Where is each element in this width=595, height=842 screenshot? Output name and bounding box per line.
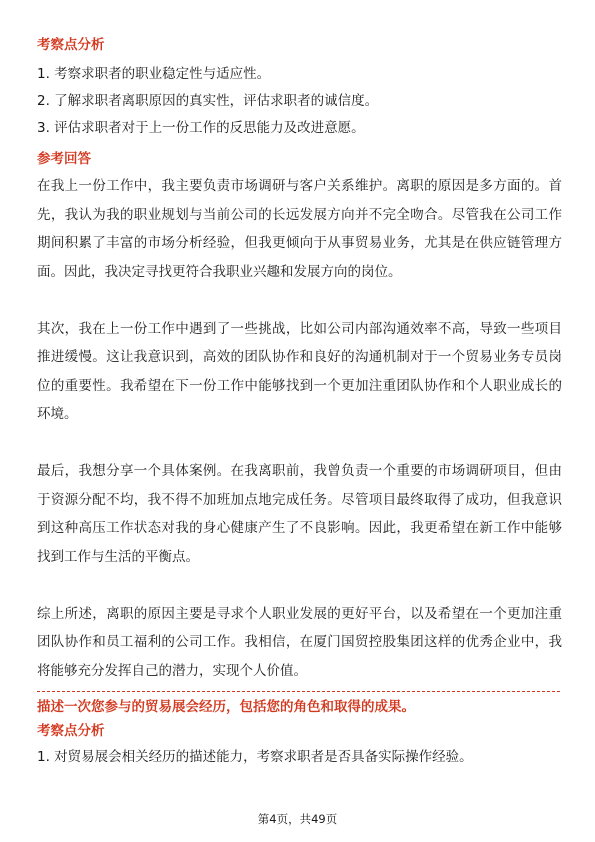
page-footer: 第4页，共49页: [257, 812, 338, 826]
analysis-heading: 考察点分析: [37, 37, 105, 53]
answer-paragraph-4: 综上所述，离职的原因主要是寻求个人职业发展的更好平台，以及希望在一个更加注重团队协作和员工福利的公司工作。我相信，在厦门国贸控股集团这样的优秀企业中，我将能够充分发挥自己的潜力，实现个人价值。: [37, 605, 562, 679]
reference-answer-heading: 参考回答: [37, 151, 91, 167]
question-divider: [37, 691, 560, 692]
reference-answer-body: [37, 172, 562, 685]
analysis-item-1: 1. 考察求职者的职业稳定性与适应性。: [37, 66, 271, 82]
answer-paragraph-1: 在我上一份工作中，我主要负责市场调研与客户关系维护。离职的原因是多方面的。首先，我认为我的职业规划与当前公司的长远发展方向并不完全吻合。尽管我在公司工作期间积累了丰富的市场分析经验，但我更倾向于从事贸易业务，尤其是在供应链管理方面。因此，我决定寻找更符合我职业兴趣和发展方向的岗位。: [37, 178, 562, 280]
answer-paragraph-3: 最后，我想分享一个具体案例。在我离职前，我曾负责一个重要的市场调研项目，但由于资源分配不均，我不得不加班加点地完成任务。尽管项目最终取得了成功，但我意识到这种高压工作状态对我的身心健康产生了不良影响。因此，我更希望在新工作中能够找到工作与生活的平衡点。: [37, 463, 562, 565]
interview-question: 描述一次您参与的贸易展会经历，包括您的角色和取得的成果。: [37, 699, 415, 715]
analysis-item-2: 2. 了解求职者离职原因的真实性，评估求职者的诚信度。: [37, 93, 379, 109]
analysis-item-3: 3. 评估求职者对于上一份工作的反思能力及改进意愿。: [37, 120, 365, 136]
page-content: [37, 34, 562, 771]
analysis-list-2: [37, 744, 562, 771]
answer-paragraph-2: 其次，我在上一份工作中遇到了一些挑战，比如公司内部沟通效率不高，导致一些项目推进缓慢。这让我意识到，高效的团队协作和良好的沟通机制对于一个贸易业务专员岗位的重要性。我希望在下一份工作中能够找到一个更加注重团队协作和个人职业成长的环境。: [37, 320, 562, 422]
analysis-2-item-1: 1. 对贸易展会相关经历的描述能力，考察求职者是否具备实际操作经验。: [37, 749, 473, 765]
analysis-heading-2: 考察点分析: [37, 723, 105, 739]
analysis-list: [37, 61, 562, 142]
